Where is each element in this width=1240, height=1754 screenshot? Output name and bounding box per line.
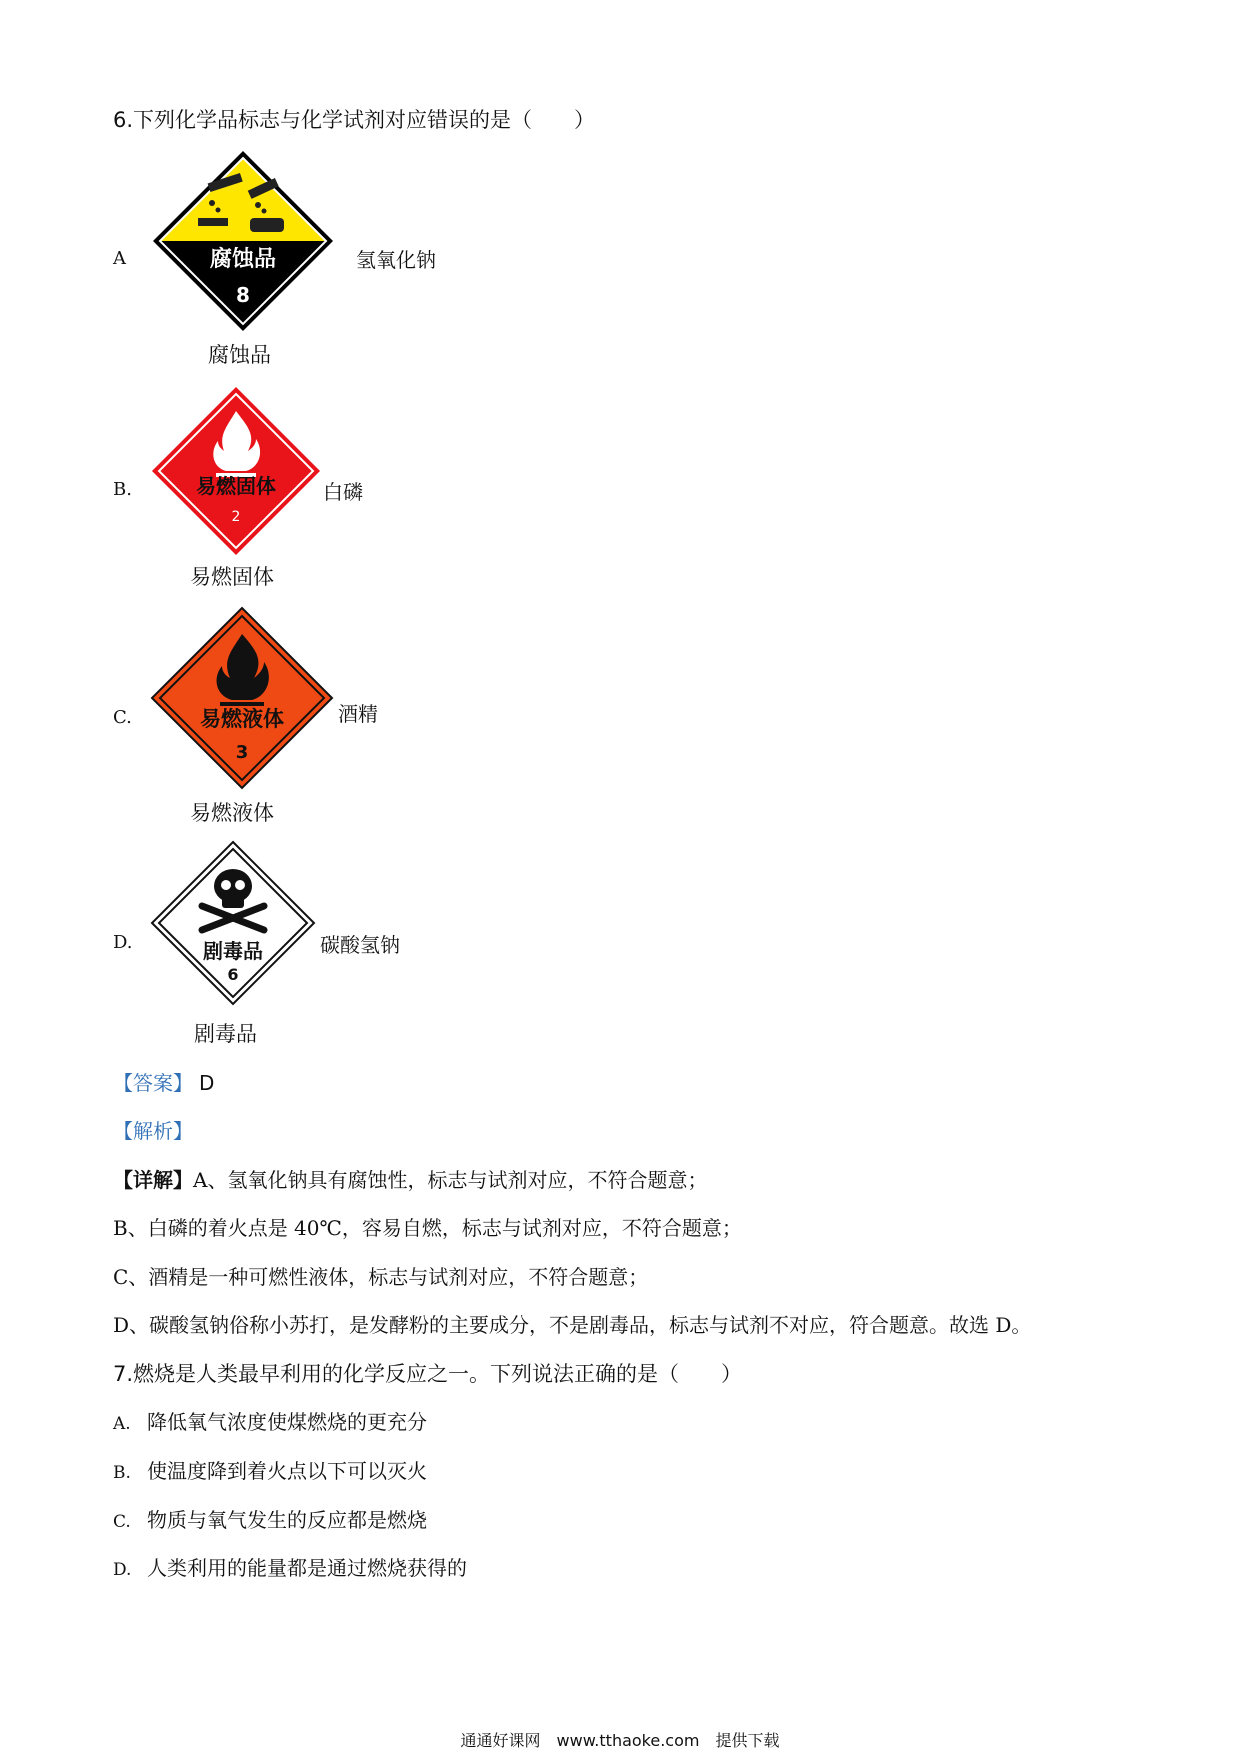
option-d-letter: D. [113,932,133,953]
option-text: 物质与氧气发生的反应都是燃烧 [147,1508,427,1532]
option-b-caption: 易燃固体 [190,565,274,589]
analysis-tag: 【解析】 [113,1119,193,1143]
detail-line [113,1261,648,1290]
option-c-chemical: 酒精 [338,702,378,726]
option-d-chemical: 碳酸氢钠 [320,933,400,957]
sign-number: 6 [227,965,239,984]
q7-option-d [113,1552,467,1581]
option-text: 使温度降到着火点以下可以灭火 [147,1459,427,1483]
option-text: 降低氧气浓度使煤燃烧的更充分 [147,1410,427,1434]
detail-line [113,1212,742,1241]
sign-label: 腐蚀品 [209,247,277,272]
detail-text: C、酒精是一种可燃性液体，标志与试剂对应，不符合题意； [113,1265,649,1289]
corrosive-sign [150,148,336,334]
sign-number: 2 [231,509,241,525]
option-letter: B. [113,1463,131,1483]
detail-text: D、碳酸氢钠俗称小苏打，是发酵粉的主要成分，不是剧毒品，标志与试剂不对应，符合题意。故选 D。 [113,1313,1032,1337]
sign-label: 易燃固体 [196,474,276,498]
sign-label: 易燃液体 [200,707,284,731]
answer-value: D [199,1071,215,1095]
page-footer: 通通好课网 www.tthaoke.com 提供下载 [460,1731,780,1750]
toxic-sign [150,840,316,1006]
option-b-letter: B. [113,479,132,500]
option-d-caption: 剧毒品 [194,1022,257,1046]
option-c-letter: C. [113,707,132,728]
option-letter: D. [113,1560,132,1580]
answer-tag: 【答案】 [113,1071,193,1095]
detail-tag: 【详解】 [113,1168,193,1192]
detail-text: B、白磷的着火点是 40℃，容易自燃，标志与试剂对应，不符合题意； [113,1216,742,1240]
flammable-liquid-sign [150,606,334,790]
sign-number: 8 [236,283,250,307]
option-a-caption: 腐蚀品 [208,343,271,367]
option-c-caption: 易燃液体 [190,801,274,825]
option-b-chemical: 白磷 [323,480,363,504]
option-letter: C. [113,1512,131,1532]
option-a-letter: A [113,248,126,269]
detail-line [113,1164,707,1193]
q7-option-a [113,1406,427,1435]
answer-row [113,1067,214,1096]
option-a-chemical: 氢氧化钠 [356,248,436,272]
detail-text: A、氢氧化钠具有腐蚀性，标志与试剂对应，不符合题意； [193,1168,708,1192]
question-6-title: 6.下列化学品标志与化学试剂对应错误的是（ ） [113,108,596,132]
sign-number: 3 [235,742,249,763]
sign-label: 剧毒品 [203,939,263,963]
q7-option-c [113,1504,427,1533]
option-text: 人类利用的能量都是通过燃烧获得的 [147,1556,467,1580]
option-letter: A. [113,1414,131,1434]
question-7-title: 7.燃烧是人类最早利用的化学反应之一。下列说法正确的是（ ） [113,1362,743,1386]
q7-option-b [113,1455,427,1484]
flammable-solid-sign [150,385,322,557]
detail-line [113,1309,1031,1338]
